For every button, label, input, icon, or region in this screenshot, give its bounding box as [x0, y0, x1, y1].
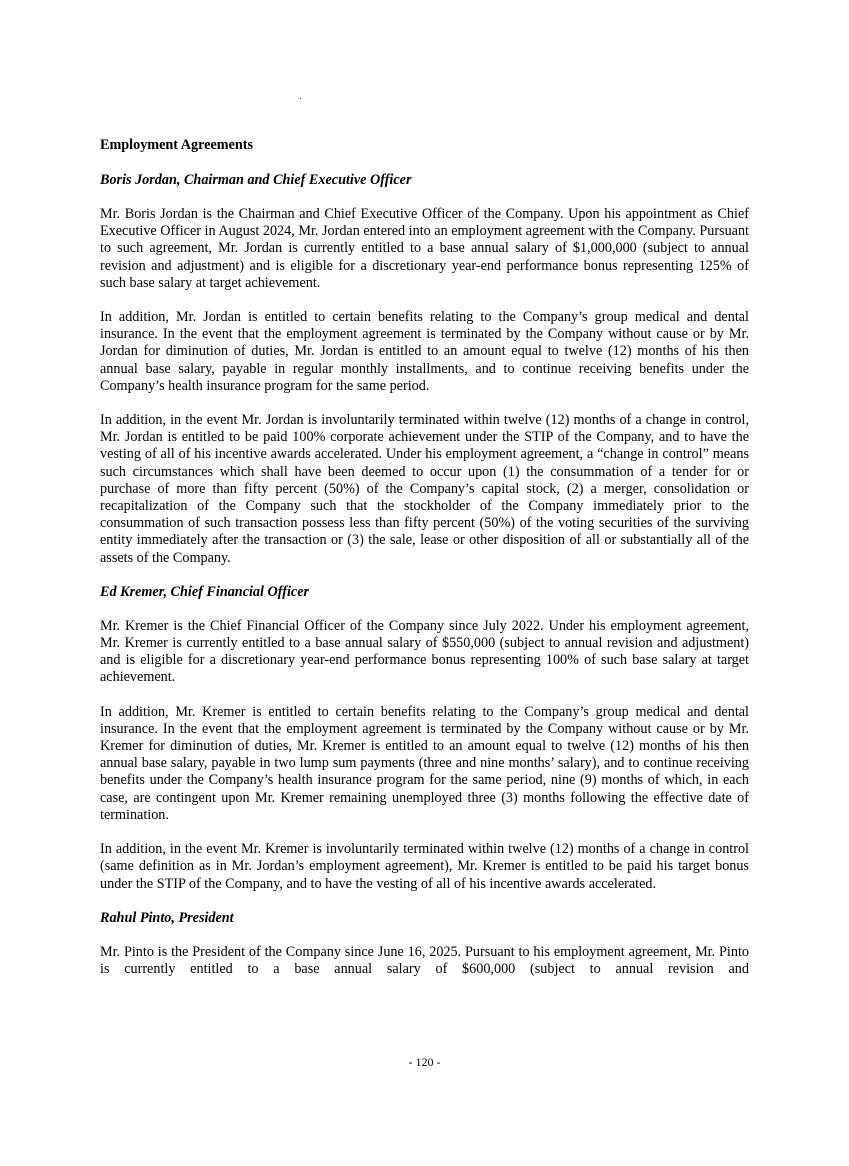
subsection-title-pinto: Rahul Pinto, President [100, 909, 234, 926]
paragraph: In addition, Mr. Jordan is entitled to certain benefits relating to the Company’s group medical and dental insurance. In the event that the employment agreement is terminated by the Company without cause or by Mr. Jordan for diminution of duties, Mr. Jordan is entitled to an amount equal to twelve (12) months of his then annual base salary, payable in regular monthly installments, and to continue receiving benefits under the Company’s health insurance program for the same period. [100, 309, 749, 394]
page-number: - 120 - [408, 1055, 441, 1069]
section-heading: Employment Agreements [100, 137, 254, 153]
paragraph: In addition, in the event Mr. Jordan is involuntarily terminated within twelve (12) months of a change in control, Mr. Jordan is entitled to be paid 100% corporate achievement under the STIP of the Company, and to have the vesting of all of his incentive awards accelerated. Under his employment agreement, a “change in control” means such circumstances which shall have been deemed to occur upon (1) the consummation of a tender for or purchase of more than fifty percent (50%) of the Company’s capital stock, (2) a merger, consolidation or recapitalization of the Company such that the stockholder of the Company immediately prior to the consummation of such transaction possess less than fifty percent (50%) of the voting securities of the surviving entity immediately after the transaction or (3) the sale, lease or other disposition of all or substantially all of the assets of the Company. [100, 412, 749, 566]
paragraph: Mr. Kremer is the Chief Financial Officer of the Company since July 2022. Under his employment agreement, Mr. Kremer is currently entitled to a base annual salary of $550,000 (subject to annual revision and adjustment) and is eligible for a discretionary year-end performance bonus representing 100% of such base salary at target achievement. [100, 617, 749, 686]
page-content [100, 137, 749, 995]
paragraph: In addition, Mr. Kremer is entitled to certain benefits relating to the Company’s group medical and dental insurance. In the event that the employment agreement is terminated by the Company without cause or by Mr. Kremer for diminution of duties, Mr. Kremer is entitled to an amount equal to twelve (12) months of his then annual base salary, payable in two lump sum payments (three and nine months’ salary), and to continue receiving benefits under the Company’s health insurance program for the same period, nine (9) months of which, in each case, are contingent upon Mr. Kremer remaining unemployed three (3) months following the effective date of termination. [100, 703, 749, 823]
stray-mark [300, 98, 301, 99]
paragraph: Mr. Boris Jordan is the Chairman and Chief Executive Officer of the Company. Upon his appointment as Chief Executive Officer in August 2024, Mr. Jordan entered into an employment agreement with the Company. Pursuant to such agreement, Mr. Jordan is currently entitled to a base annual salary of $1,000,000 (subject to annual revision and adjustment) and is eligible for a discretionary year-end performance bonus representing 125% of such base salary at target achievement. [100, 206, 749, 291]
subsection-title-kremer: Ed Kremer, Chief Financial Officer [100, 583, 310, 600]
subsection-title-jordan: Boris Jordan, Chairman and Chief Executive Officer [100, 172, 412, 188]
paragraph: Mr. Pinto is the President of the Company since June 16, 2025. Pursuant to his employment agreement, Mr. Pinto is currently entitled to a base annual salary of $600,000 (subject to annual revision and [100, 943, 749, 977]
paragraph: In addition, in the event Mr. Kremer is involuntarily terminated within twelve (12) months of a change in control (same definition as in Mr. Jordan’s employment agreement), Mr. Kremer is entitled to be paid his target bonus under the STIP of the Company, and to have the vesting of all of his incentive awards accelerated. [100, 841, 749, 892]
